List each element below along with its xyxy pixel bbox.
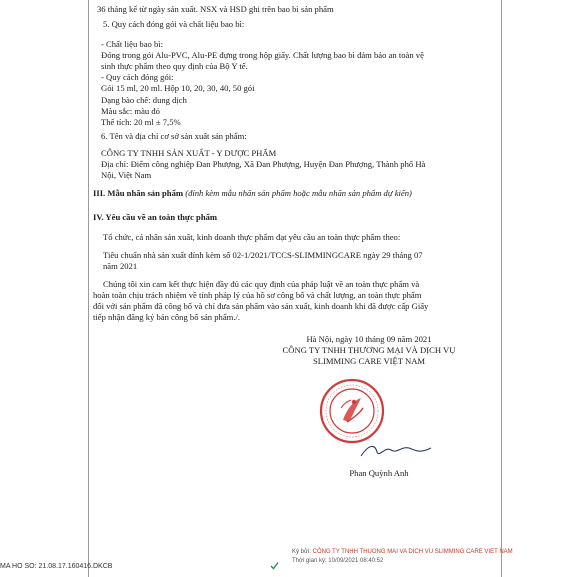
safety-requirement-line: Tổ chức, cá nhân sản xuất, kinh doanh thực phẩm đạt yêu cầu an toàn thực phẩm theo: [103, 232, 401, 242]
commitment-line-1: Chúng tôi xin cam kết thực hiện đầy đủ các quy định của pháp luật về an toàn thực phẩm và [103, 279, 420, 289]
dosage-form: Dạng bào chế: dung dịch [101, 95, 187, 105]
packing-spec-label: - Quy cách đóng gói: [101, 72, 174, 82]
section-3-note: (đính kèm mẫu nhãn sản phẩm hoặc mẫu nhãn sản phẩm dự kiến) [185, 188, 412, 198]
sign-time-line [292, 557, 513, 566]
section-5-heading: 5. Quy cách đóng gói và chất liệu bao bì: [103, 19, 245, 29]
commitment-line-4: tiếp nhận đăng ký bản công bố sản phẩm./. [93, 312, 241, 322]
signature-check-icon [270, 561, 279, 570]
commitment-line-2: hoàn toàn chịu trách nhiệm về tính pháp lý của hồ sơ công bố và chất lượng, an toàn thực phẩm [93, 290, 422, 300]
company-name-1: CÔNG TY TNHH THƯƠNG MẠI VÀ DỊCH VỤ [282, 345, 456, 355]
signer-name: Phan Quỳnh Anh [349, 468, 409, 478]
signed-by-line [292, 548, 513, 557]
color-info: Màu sắc: màu đỏ [101, 106, 160, 116]
packaging-line-1: Đóng trong gói Alu-PVC, Alu-PE đựng trong hộp giấy. Chất lượng bao bì đảm bảo an toàn vệ [101, 50, 424, 60]
sign-time-label: Thời gian ký: [292, 558, 327, 564]
standard-line-1: Tiêu chuẩn nhà sản xuất đính kèm số 02-1/2021/TCCS-SLIMMINGCARE ngày 29 tháng 07 [103, 250, 423, 260]
section-6-heading: 6. Tên và địa chỉ cơ sở sản xuất sản phẩm: [101, 131, 247, 141]
section-3-line [93, 188, 412, 199]
manufacturer-address-1: Địa chỉ: Điểm công nghiệp Đan Phượng, Xã Đan Phượng, Huyện Đan Phượng, Thành phố Hà [101, 159, 426, 169]
standard-line-2: năm 2021 [103, 261, 138, 271]
volume-info: Thể tích: 20 ml ± 7,5% [101, 117, 181, 127]
dossier-code: MA HO SO: 21.08.17.160416.DKCB [0, 563, 113, 570]
signed-by-label: Ký bởi: [292, 549, 311, 555]
packaging-line-2: sinh thực phẩm theo quy định của Bộ Y tế. [101, 61, 248, 71]
packaging-material-label: - Chất liệu bao bì: [101, 39, 164, 49]
company-seal-stamp [319, 378, 385, 444]
document-page [88, 0, 502, 577]
signed-by-value: CÔNG TY TNHH THUONG MAI VA DICH VU SLIMMING CARE VIET NAM [312, 549, 513, 555]
sign-time-value: 10/09/2021 08:40:52 [328, 558, 384, 564]
commitment-line-3: đối với sản phẩm đã công bố và chỉ đưa sản phẩm vào sản xuất, kinh doanh khi đã được cấp Giấy [93, 301, 429, 311]
manufacturer-name: CÔNG TY TNHH SẢN XUẤT - Y DƯỢC PHẨM [101, 148, 277, 158]
company-name-2: SLIMMING CARE VIỆT NAM [312, 356, 426, 366]
handwritten-signature [357, 442, 437, 460]
digital-signature-info [292, 548, 513, 566]
sign-date: Hà Nội, ngày 10 tháng 09 năm 2021 [306, 334, 432, 344]
expiry-line: 36 tháng kể từ ngày sản xuất. NSX và HSD ghi trên bao bì sản phẩm [97, 4, 334, 14]
manufacturer-address-2: Nội, Việt Nam [101, 170, 152, 180]
packing-spec-value: Gói 15 ml, 20 ml. Hộp 10, 20, 30, 40, 50 gói [101, 83, 255, 93]
section-3-title: III. Mẫu nhãn sản phẩm [93, 188, 184, 198]
section-4-title: IV. Yêu cầu về an toàn thực phẩm [93, 212, 218, 222]
